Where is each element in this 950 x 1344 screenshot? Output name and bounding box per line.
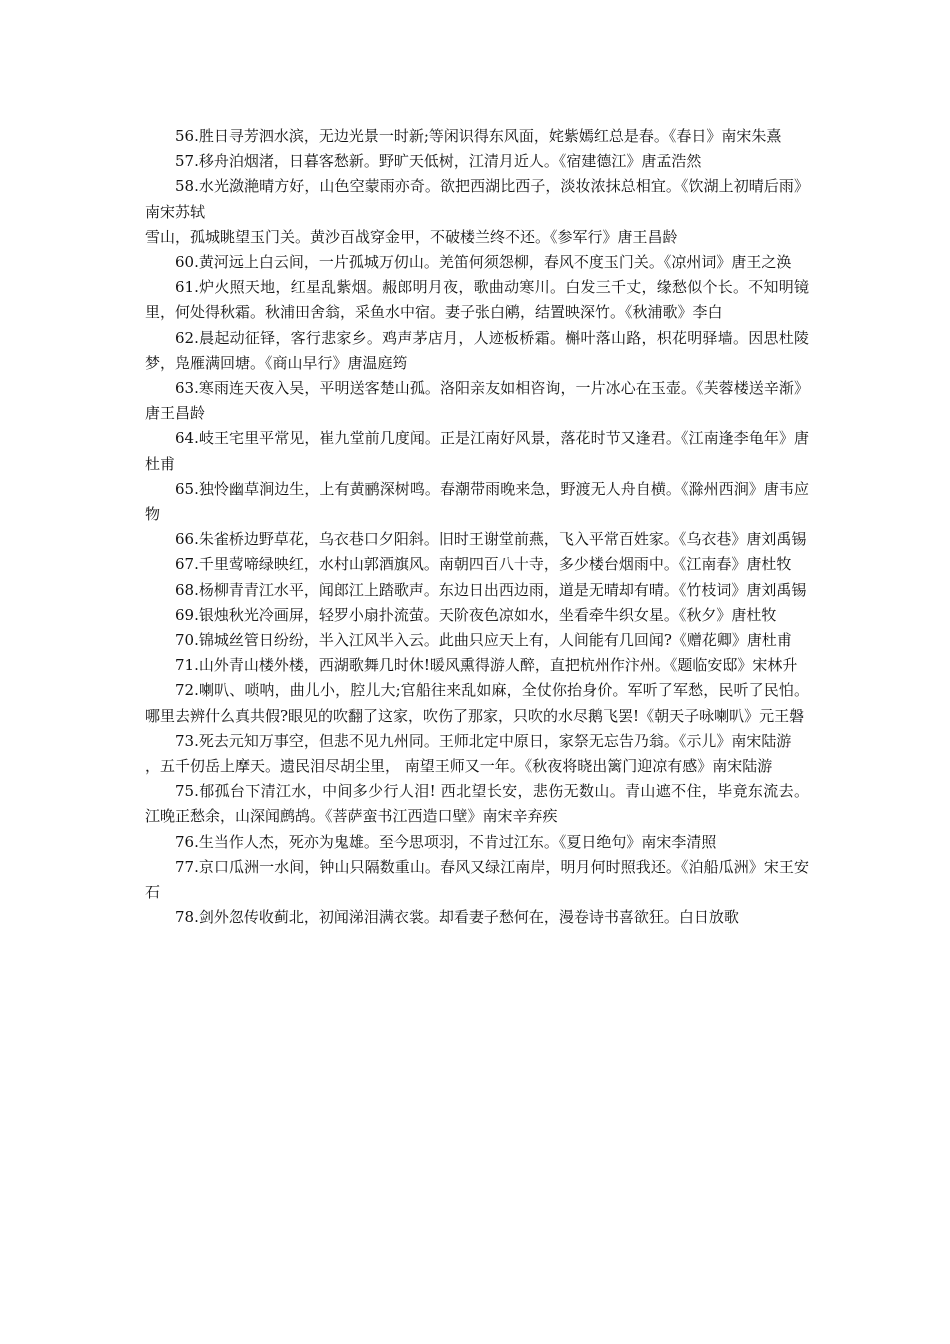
poem-paragraph: ，五千仞岳上摩天。遗民泪尽胡尘里， 南望王师又一年。《秋夜将晓出篱门迎凉有感》南宋陆游: [145, 757, 773, 776]
document-page: [145, 124, 809, 931]
poem-paragraph: 64.岐王宅里平常见，崔九堂前几度闻。正是江南好风景，落花时节又逢君。《江南逢李龟年》唐杜甫: [145, 429, 809, 473]
poem-paragraph: 71.山外青山楼外楼，西湖歌舞几时休!暖风熏得游人醉，直把杭州作汴州。《题临安邸》宋林升: [175, 656, 798, 675]
poem-paragraph: 57.移舟泊烟渚，日暮客愁新。野旷天低树，江清月近人。《宿建德江》唐孟浩然: [175, 152, 702, 171]
poem-paragraph: 63.寒雨连天夜入吴，平明送客楚山孤。洛阳亲友如相咨询，一片冰心在玉壶。《芙蓉楼送辛渐》唐王昌龄: [145, 379, 809, 423]
poem-paragraph: 66.朱雀桥边野草花，乌衣巷口夕阳斜。旧时王谢堂前燕，飞入平常百姓家。《乌衣巷》唐刘禹锡: [175, 530, 807, 549]
poem-paragraph: 77.京口瓜洲一水间，钟山只隔数重山。春风又绿江南岸，明月何时照我还。《泊船瓜洲》宋王安石: [145, 857, 809, 902]
poem-paragraph: 65.独怜幽草涧边生，上有黄鹂深树鸣。春潮带雨晚来急，野渡无人舟自横。《滁州西涧》唐韦应物: [145, 479, 809, 524]
poem-paragraph: 72.喇叭、唢呐，曲儿小，腔儿大;官船往来乱如麻，全仗你抬身价。军听了军愁，民听了民怕。哪里去辨什么真共假?眼见的吹翻了这家，吹伤了那家，只吹的水尽鹅飞罢!《朝天子咏喇叭》元王磐: [145, 681, 809, 725]
poem-paragraph: 雪山，孤城眺望玉门关。黄沙百战穿金甲，不破楼兰终不还。《参军行》唐王昌龄: [145, 227, 678, 246]
poem-paragraph: 62.晨起动征铎，客行悲家乡。鸡声茅店月，人迹板桥霜。槲叶落山路，枳花明驿墙。因思杜陵梦，凫雁满回塘。《商山早行》唐温庭筠: [145, 328, 809, 372]
poem-paragraph: 69.银烛秋光冷画屏，轻罗小扇扑流萤。天阶夜色凉如水，坐看牵牛织女星。《秋夕》唐杜牧: [175, 605, 777, 624]
poem-paragraph: 78.剑外忽传收蓟北，初闻涕泪满衣裳。却看妻子愁何在，漫卷诗书喜欲狂。白日放歌: [175, 908, 739, 927]
poem-paragraph: 68.杨柳青青江水平，闻郎江上踏歌声。东边日出西边雨，道是无晴却有晴。《竹枝词》唐刘禹锡: [175, 580, 807, 599]
poem-paragraph: 58.水光潋滟晴方好，山色空蒙雨亦奇。欲把西湖比西子，淡妆浓抹总相宜。《饮湖上初晴后雨》南宋苏轼: [145, 177, 809, 221]
poem-paragraph: 70.锦城丝管日纷纷，半入江风半入云。此曲只应天上有，人间能有几回闻?《赠花卿》唐杜甫: [175, 631, 792, 650]
poem-paragraph: 56.胜日寻芳泗水滨，无边光景一时新;等闲识得东风面，姹紫嫣红总是春。《春日》南宋朱熹: [175, 127, 782, 145]
poem-paragraph: 75.郁孤台下清江水，中间多少行人泪! 西北望长安，悲伤无数山。青山遮不住，毕竟东流去。江晚正愁余，山深闻鹧鸪。《菩萨蛮书江西造口壁》南宋辛弃疾: [145, 782, 809, 826]
poem-paragraph: 73.死去元知万事空，但悲不见九州同。王师北定中原日，家祭无忘告乃翁。《示儿》南宋陆游: [175, 731, 792, 750]
poem-paragraph: 76.生当作人杰，死亦为鬼雄。至今思项羽，不肯过江东。《夏日绝句》南宋李清照: [175, 832, 717, 851]
poem-paragraph: 60.黄河远上白云间，一片孤城万仞山。羌笛何须怨柳，春风不度玉门关。《凉州词》唐王之涣: [175, 253, 792, 272]
poem-paragraph: 67.千里莺啼绿映红，水村山郭酒旗风。南朝四百八十寺，多少楼台烟雨中。《江南春》唐杜牧: [175, 555, 792, 574]
poem-paragraph: 61.炉火照天地，红星乱紫烟。赧郎明月夜，歌曲动寒川。白发三千丈，缘愁似个长。不知明镜里，何处得秋霜。秋浦田舍翁，采鱼水中宿。妻子张白鹇，结置映深竹。《秋浦歌》李白: [145, 278, 809, 322]
